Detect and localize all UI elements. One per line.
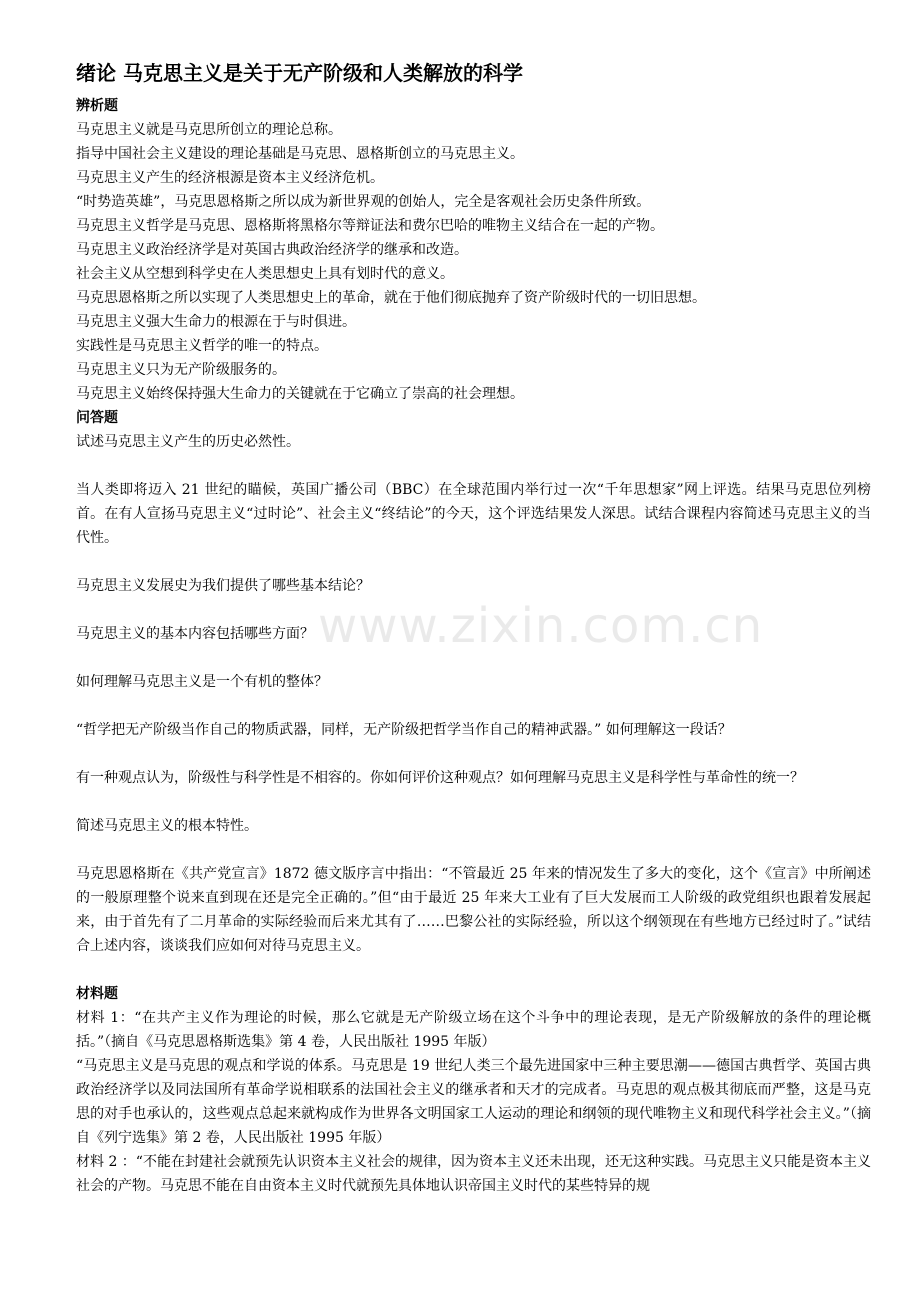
section-heading-material: 材料题 [76, 986, 118, 1002]
spacer [76, 550, 871, 574]
qa-item: 马克思主义的基本内容包括哪些方面？ [76, 626, 314, 642]
judge-item: 马克思主义强大生命力的根源在于与时俱进。 [76, 314, 356, 330]
qa-item: 如何理解马克思主义是一个有机的整体？ [76, 674, 328, 690]
spacer [76, 694, 871, 718]
judge-item: 实践性是马克思主义哲学的唯一的特点。 [76, 338, 328, 354]
judge-item: 指导中国社会主义建设的理论基础是马克思、恩格斯创立的马克思主义。 [76, 146, 524, 162]
spacer [76, 454, 871, 478]
document-page [76, 56, 871, 1198]
qa-item: 简述马克思主义的根本特性。 [76, 818, 258, 834]
material-item: 材料 2 ：“不能在封建社会就预先认识资本主义社会的规律，因为资本主义还未出现，还无这种实践。马克思主义只能是资本主义社会的产物。马克思不能在自由资本主义时代就预先具体地认识帝国主义时代的某些特异的规 [76, 1154, 871, 1194]
spacer [76, 742, 871, 766]
qa-item: 马克思恩格斯在《共产党宣言》1872 德文版序言中指出：“不管最近 25 年来的情况发生了多大的变化，这个《宣言》中所阐述的一般原理整个说来直到现在还是完全正确的。”但“由于最近 25 年来大工业有了巨大发展而工人阶级的政党组织也跟着发展起来，由于首先有了二月革命的实际经验而后来尤其有了……巴黎公社的实际经验，所以这个纲领现在有些地方已经过时了。”试结合上述内容，谈谈我们应如何对待马克思主义。 [76, 866, 871, 954]
spacer [76, 958, 871, 982]
judge-item: 马克思主义政治经济学是对英国古典政治经济学的继承和改造。 [76, 242, 468, 258]
spacer [76, 646, 871, 670]
judge-item: 马克思主义哲学是马克思、恩格斯将黑格尔等辩证法和费尔巴哈的唯物主义结合在一起的产物。 [76, 218, 664, 234]
judge-item: “时势造英雄”，马克思恩格斯之所以成为新世界观的创始人，完全是客观社会历史条件所致。 [76, 194, 651, 210]
watermark: www.zixin.com.cn [318, 598, 764, 654]
judge-item: 马克思主义就是马克思所创立的理论总称。 [76, 122, 342, 138]
spacer [76, 598, 871, 622]
material-item: “马克思主义是马克思的观点和学说的体系。马克思是 19 世纪人类三个最先进国家中三种主要思潮——德国古典哲学、英国古典政治经济学以及同法国所有革命学说相联系的法国社会主义的继承者和天才的完成者。马克思的观点极其彻底而严整，这是马克思的对手也承认的，这些观点总起来就构成作为世界各文明国家工人运动的理论和纲领的现代唯物主义和现代科学社会主义。”（摘自《列宁选集》第 2 卷，人民出版社 1995 年版） [76, 1058, 871, 1146]
material-item: 材料 1：“在共产主义作为理论的时候，那么它就是无产阶级立场在这个斗争中的理论表现，是无产阶级解放的条件的理论概括。”（摘自《马克思恩格斯选集》第 4 卷，人民出版社 1995 年版） [76, 1010, 871, 1050]
judge-item: 马克思恩格斯之所以实现了人类思想史上的革命，就在于他们彻底抛弃了资产阶级时代的一切旧思想。 [76, 290, 706, 306]
qa-item: 当人类即将迈入 21 世纪的瞄候，英国广播公司（BBC）在全球范围内举行过一次“千年思想家”网上评选。结果马克思位列榜首。在有人宣扬马克思主义“过时论”、社会主义“终结论”的今天，这个评选结果发人深思。试结合课程内容简述马克思主义的当代性。 [76, 482, 871, 546]
judge-item: 社会主义从空想到科学史在人类思想史上具有划时代的意义。 [76, 266, 454, 282]
section-heading-judge: 辨析题 [76, 98, 118, 114]
qa-item: “哲学把无产阶级当作自己的物质武器，同样，无产阶级把哲学当作自己的精神武器。” 如何理解这一段话？ [76, 722, 732, 738]
qa-item: 试述马克思主义产生的历史必然性。 [76, 434, 300, 450]
judge-item: 马克思主义产生的经济根源是资本主义经济危机。 [76, 170, 384, 186]
spacer [76, 838, 871, 862]
judge-item: 马克思主义始终保持强大生命力的关键就在于它确立了崇高的社会理想。 [76, 386, 524, 402]
spacer [76, 790, 871, 814]
section-heading-qa: 问答题 [76, 410, 118, 426]
qa-item: 有一种观点认为，阶级性与科学性是不相容的。你如何评价这种观点？如何理解马克思主义是科学性与革命性的统一？ [76, 770, 804, 786]
qa-item: 马克思主义发展史为我们提供了哪些基本结论？ [76, 578, 370, 594]
judge-item: 马克思主义只为无产阶级服务的。 [76, 362, 286, 378]
page-title: 绪论 马克思主义是关于无产阶级和人类解放的科学 [76, 61, 523, 85]
